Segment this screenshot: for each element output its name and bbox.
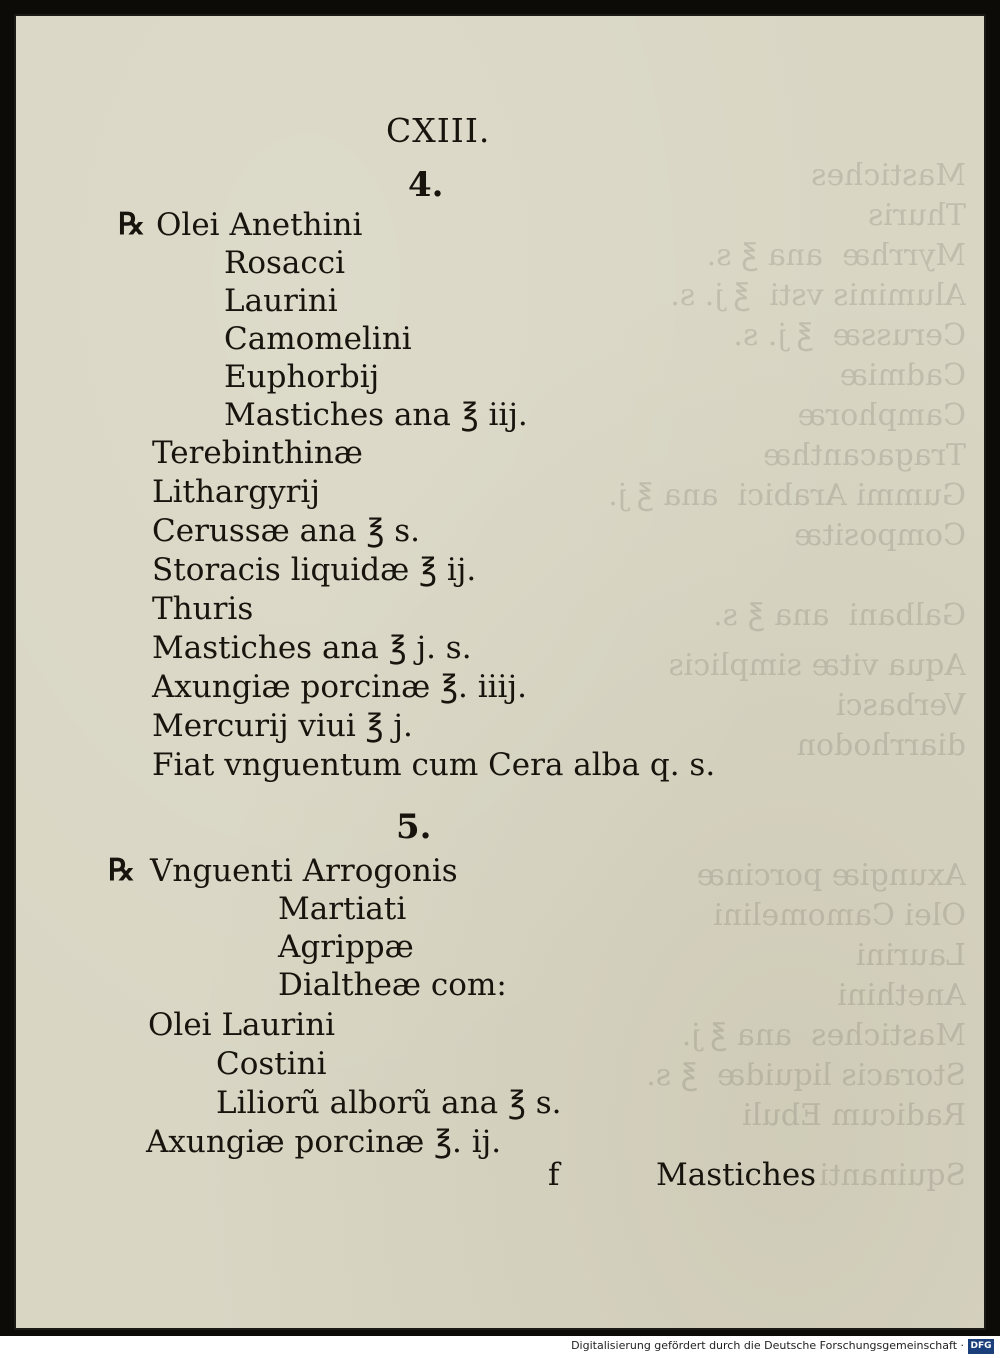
bleed-line: Radicum Ebuli [742,1098,966,1133]
ingredient-line: Liliorũ alborũ ana ℥ s. [216,1085,562,1121]
ingredient-line: Martiati [278,891,407,927]
ingredient-line: Euphorbij [224,359,380,395]
bleed-line: Aluminis vsti ℥ j. s. [670,278,966,313]
ingredient-line: Terebinthinæ [152,435,363,471]
ingredient-line: Mercurij viui ℥ j. [152,708,413,744]
ingredient-line: Camomelini [224,321,412,357]
ingredient-line: Axungiæ porcinæ ℥. iiij. [152,669,527,705]
ingredient-line: Olei Anethini [156,207,363,243]
bleed-line: Camphoræ [797,398,966,433]
ingredient-line: Mastiches ana ℥ iij. [224,397,528,433]
bleed-line: Myrrhæ ana ℥ s. [706,238,966,273]
bleed-line: Cerussæ ℥ j. s. [733,318,966,353]
bleed-line: Gummi Arabici ana ℥ j. [608,478,966,513]
ingredient-line: Agrippæ [278,929,414,965]
bleed-line: Squinanti [819,1158,966,1193]
bleed-line: Mastiches ana ℥ j. [681,1018,966,1053]
folio-number: CXIII. [386,111,491,150]
bleed-line: Galbani ana ℥ s. [713,598,966,633]
recipe-symbol: ℞ [118,207,145,242]
recipe-symbol: ℞ [108,853,135,888]
bleed-line: Mastiches [811,158,966,193]
footer-credit: Digitalisierung gefördert durch die Deutsche Forschungsgemeinschaft · [571,1339,964,1352]
bleed-line: Tragacanthæ [763,438,966,473]
ingredient-line: Costini [216,1046,327,1082]
section-number: 4. [408,165,444,205]
bleed-line: Verbasci [836,688,966,723]
book-page [14,14,986,1330]
bleed-line: Thuris [868,198,966,233]
bleed-line: Olei Camomelini [713,898,966,933]
instruction-line: Fiat vnguentum cum Cera alba q. s. [152,747,716,783]
bleed-line: Laurini [856,938,966,973]
ingredient-line: Dialtheæ com: [278,967,507,1003]
ingredient-line: Laurini [224,283,338,319]
ingredient-line: Olei Laurini [148,1007,336,1043]
dfg-logo: DFG [968,1339,994,1354]
ingredient-line: Lithargyrij [152,474,320,510]
bleed-line: Cadmiæ [839,358,966,393]
ingredient-line: Rosacci [224,245,346,281]
bleed-line: Aqua vitæ simplicis [668,648,966,683]
ingredient-line: Storacis liquidæ ℥ ij. [152,552,477,588]
bleed-line: Storacis liquidæ ℥ s. [646,1058,966,1093]
ingredient-line: Vnguenti Arrogonis [150,853,458,889]
ingredient-line: Cerussæ ana ℥ s. [152,513,420,549]
bleed-line: diarrhodon [796,728,966,763]
bleed-line: Axungiæ porcinæ [696,858,966,893]
bleed-line: Anethini [837,978,966,1013]
signature-mark: f [548,1157,560,1193]
ingredient-line: Axungiæ porcinæ ℥. ij. [146,1124,502,1160]
digitization-footer [0,1336,1000,1358]
catchword: Mastiches [656,1157,817,1193]
bleed-line: Compositæ [794,518,966,553]
ingredient-line: Thuris [152,591,254,627]
ingredient-line: Mastiches ana ℥ j. s. [152,630,472,666]
section-number: 5. [396,807,432,847]
